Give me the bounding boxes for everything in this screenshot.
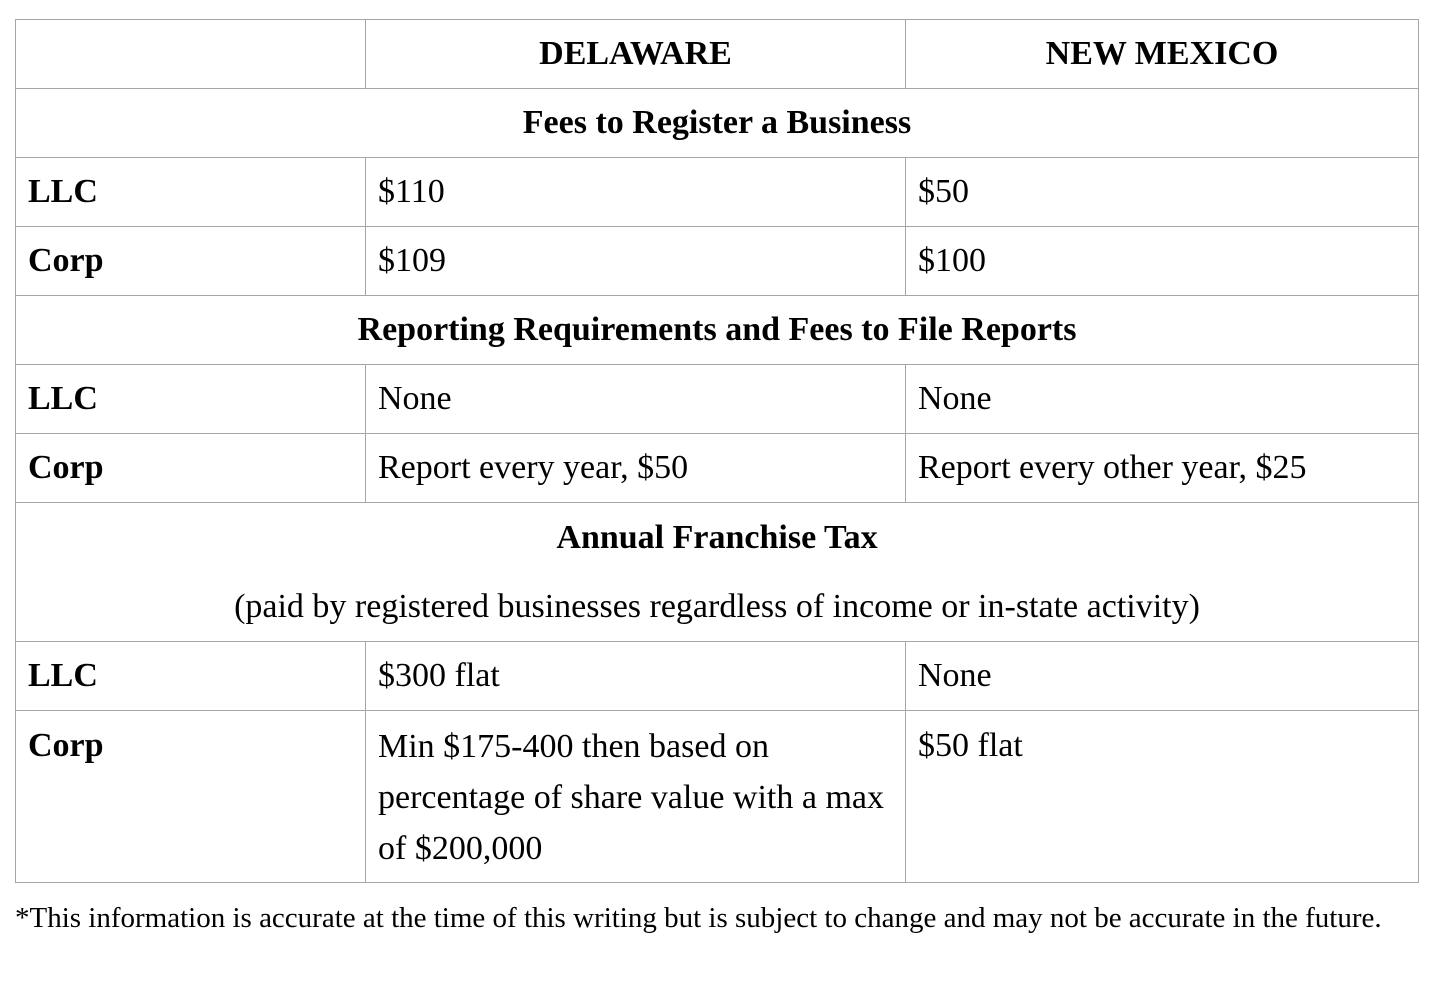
header-delaware: DELAWARE <box>366 20 906 89</box>
state-comparison-table <box>15 19 1419 883</box>
section-title-reporting: Reporting Requirements and Fees to File Reports <box>16 296 1419 365</box>
section-title-franchise-tax: Annual Franchise Tax <box>556 518 878 556</box>
section-row-franchise-tax <box>16 503 1419 642</box>
row-label: Corp <box>16 227 366 296</box>
section-franchise-tax <box>16 503 1419 642</box>
new-mexico-value: $100 <box>906 227 1419 296</box>
section-row-registration <box>16 89 1419 158</box>
new-mexico-value: $50 flat <box>906 711 1419 883</box>
delaware-value: $110 <box>366 158 906 227</box>
delaware-value: None <box>366 365 906 434</box>
delaware-value: Min $175-400 then based on percentage of share value with a max of $200,000 <box>366 711 906 883</box>
delaware-value: $300 flat <box>366 642 906 711</box>
new-mexico-value: Report every other year, $25 <box>906 434 1419 503</box>
table-row <box>16 711 1419 883</box>
new-mexico-value: None <box>906 365 1419 434</box>
section-row-reporting <box>16 296 1419 365</box>
delaware-value: $109 <box>366 227 906 296</box>
section-title-registration: Fees to Register a Business <box>16 89 1419 158</box>
table-row <box>16 642 1419 711</box>
table-row <box>16 365 1419 434</box>
row-label: Corp <box>16 711 366 883</box>
header-corner-cell <box>16 20 366 89</box>
row-label: LLC <box>16 642 366 711</box>
section-note-franchise-tax: (paid by registered businesses regardless of income or in-state activity) <box>234 587 1200 625</box>
table-header-row <box>16 20 1419 89</box>
footnote: *This information is accurate at the time of this writing but is subject to change and may not be accurate in the future. <box>15 902 1382 934</box>
table-row <box>16 434 1419 503</box>
comparison-table-container <box>15 19 1418 883</box>
row-label: LLC <box>16 365 366 434</box>
table-row <box>16 227 1419 296</box>
row-label: Corp <box>16 434 366 503</box>
new-mexico-value: None <box>906 642 1419 711</box>
delaware-value: Report every year, $50 <box>366 434 906 503</box>
new-mexico-value: $50 <box>906 158 1419 227</box>
table-row <box>16 158 1419 227</box>
row-label: LLC <box>16 158 366 227</box>
header-new-mexico: NEW MEXICO <box>906 20 1419 89</box>
